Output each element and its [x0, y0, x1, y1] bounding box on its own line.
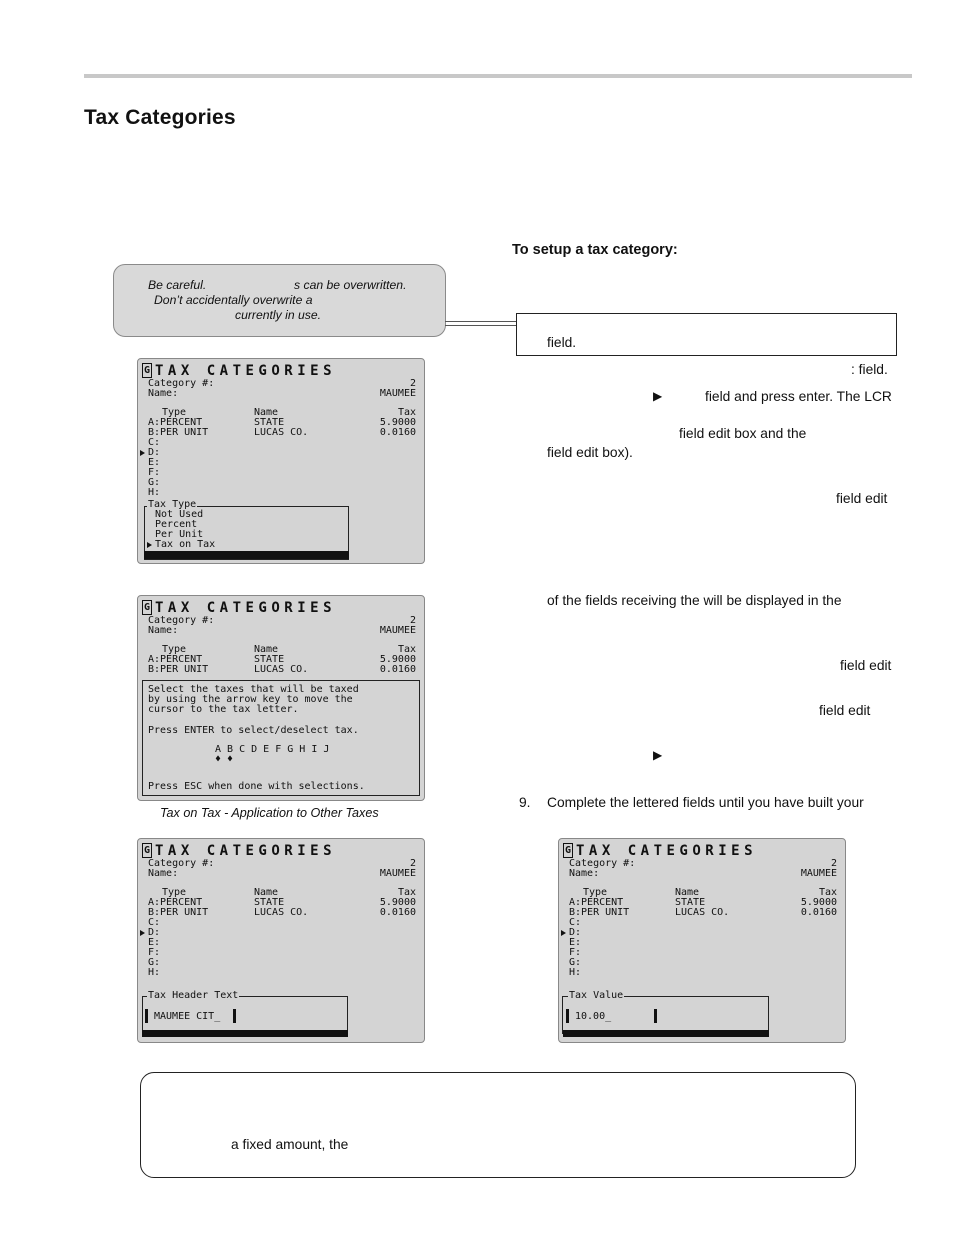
row-b-name: LUCAS CO. — [254, 907, 309, 918]
lcd-header: TAX CATEGORIES — [155, 363, 337, 379]
row-b-tax: 0.0160 — [379, 427, 416, 438]
category-label: Category #: — [148, 615, 215, 626]
row-g: G: — [569, 957, 582, 968]
step-text-7: field edit — [819, 703, 871, 718]
row-g: G: — [148, 477, 161, 488]
tax-type-option-percent[interactable]: Percent — [155, 519, 198, 530]
category-value: 2 — [409, 858, 416, 869]
row-b-type: B:PER UNIT — [148, 907, 209, 918]
lcd-tax-value-screen — [558, 838, 846, 1043]
lcd-header: TAX CATEGORIES — [155, 843, 337, 859]
caution-line-1b: s can be overwritten. — [294, 278, 407, 292]
row-f: F: — [569, 947, 582, 958]
arrow-right-icon: ▶ — [653, 389, 663, 403]
selection-marks: ♦ ♦ — [215, 754, 234, 765]
row-b-name: LUCAS CO. — [675, 907, 730, 918]
col-type: Type — [583, 887, 608, 898]
category-value: 2 — [409, 615, 416, 626]
tax-type-option-tax-on-tax[interactable]: Tax on Tax — [155, 539, 216, 550]
row-f: F: — [148, 467, 161, 478]
callout-connector-top — [445, 321, 517, 322]
instructions-line-1: Select the taxes that will be taxed — [148, 684, 359, 695]
tax-type-title: Tax Type — [148, 499, 197, 510]
g-icon: G — [143, 365, 151, 376]
step-text-1: field and press enter. The LCR — [705, 389, 892, 404]
step-9-number: 9. — [519, 795, 531, 810]
category-label: Category #: — [569, 858, 636, 869]
g-icon: G — [143, 845, 151, 856]
row-g: G: — [148, 957, 161, 968]
category-label: Category #: — [148, 378, 215, 389]
row-a-name: STATE — [254, 417, 285, 428]
col-name: Name — [254, 644, 279, 655]
row-d: D: — [569, 927, 582, 938]
row-e: E: — [148, 937, 161, 948]
row-a-tax: 5.9000 — [379, 417, 416, 428]
row-a-tax: 5.9000 — [800, 897, 837, 908]
step-field-label: field. — [547, 335, 577, 350]
caution-callout — [113, 264, 446, 337]
tax-letters[interactable]: A B C D E F G H I J — [215, 744, 330, 755]
lcd-select-taxes-screen — [137, 595, 425, 801]
lcd-tax-header-screen — [137, 838, 425, 1043]
cursor-bar-left — [145, 1009, 148, 1023]
caution-line-2: Don’t accidentally overwrite a — [154, 293, 313, 307]
row-h: H: — [148, 967, 161, 978]
col-name: Name — [254, 887, 279, 898]
row-a-tax: 5.9000 — [379, 897, 416, 908]
row-b-tax: 0.0160 — [379, 907, 416, 918]
name-value: MAUMEE — [379, 625, 416, 636]
col-name: Name — [675, 887, 700, 898]
setup-heading: To setup a tax category: — [512, 242, 678, 258]
lcd-tax-type-screen — [137, 358, 425, 564]
cursor-bar-left — [566, 1009, 569, 1023]
cursor-bar-right — [233, 1009, 236, 1023]
row-d: D: — [148, 447, 161, 458]
header-text-input[interactable]: MAUMEE CIT_ — [154, 1011, 221, 1022]
col-type: Type — [162, 407, 187, 418]
category-label: Category #: — [148, 858, 215, 869]
col-name: Name — [254, 407, 279, 418]
row-a-name: STATE — [254, 897, 285, 908]
row-c: C: — [569, 917, 582, 928]
row-b-tax: 0.0160 — [800, 907, 837, 918]
col-tax: Tax — [818, 887, 837, 898]
name-label: Name: — [569, 868, 600, 879]
step-text-5: of the fields receiving the will be displayed in the — [547, 593, 842, 608]
row-a-type: A:PERCENT — [148, 897, 203, 908]
col-tax: Tax — [397, 887, 416, 898]
tax-value-title: Tax Value — [569, 990, 624, 1001]
figure-caption: Tax on Tax - Application to Other Taxes — [160, 806, 379, 820]
tax-value-input[interactable]: 10.00_ — [575, 1011, 612, 1022]
bottom-bar — [142, 1030, 348, 1037]
step-9-text: Complete the lettered fields until you have built your — [547, 795, 864, 810]
row-pointer-icon — [561, 930, 566, 936]
bottom-bar — [563, 1030, 769, 1037]
instructions-line-4: Press ENTER to select/deselect tax. — [148, 725, 359, 736]
note-text: a fixed amount, the — [231, 1137, 349, 1152]
note-box — [140, 1072, 856, 1178]
instructions-line-3: cursor to the tax letter. — [148, 704, 299, 715]
row-b-type: B:PER UNIT — [148, 427, 209, 438]
g-icon: G — [564, 845, 572, 856]
col-type: Type — [162, 887, 187, 898]
row-c: C: — [148, 437, 161, 448]
instructions-line-5: Press ESC when done with selections. — [148, 781, 365, 792]
lcd-header: TAX CATEGORIES — [576, 843, 758, 859]
row-a-type: A:PERCENT — [148, 417, 203, 428]
arrow-right-icon: ▶ — [653, 748, 663, 762]
lcd-header: TAX CATEGORIES — [155, 600, 337, 616]
row-b-name: LUCAS CO. — [254, 664, 309, 675]
row-e: E: — [148, 457, 161, 468]
bottom-bar — [144, 551, 349, 559]
row-a-name: STATE — [254, 654, 285, 665]
caution-line-1a: Be careful. — [148, 278, 207, 292]
step-text-6: field edit — [840, 658, 892, 673]
row-a-type: A:PERCENT — [569, 897, 624, 908]
top-rule — [84, 74, 912, 78]
category-value: 2 — [830, 858, 837, 869]
instructions-line-2: by using the arrow key to move the — [148, 694, 353, 705]
name-label: Name: — [148, 388, 179, 399]
row-a-tax: 5.9000 — [379, 654, 416, 665]
category-value: 2 — [409, 378, 416, 389]
header-text-title: Tax Header Text — [148, 990, 239, 1001]
name-label: Name: — [148, 868, 179, 879]
row-pointer-icon — [140, 930, 145, 936]
cursor-bar-right — [654, 1009, 657, 1023]
row-b-type: B:PER UNIT — [148, 664, 209, 675]
row-b-name: LUCAS CO. — [254, 427, 309, 438]
row-c: C: — [148, 917, 161, 928]
page-title: Tax Categories — [84, 106, 236, 129]
row-b-tax: 0.0160 — [379, 664, 416, 675]
tax-type-option-not-used[interactable]: Not Used — [155, 509, 204, 520]
name-value: MAUMEE — [379, 388, 416, 399]
row-a-type: A:PERCENT — [148, 654, 203, 665]
col-tax: Tax — [397, 644, 416, 655]
name-label: Name: — [148, 625, 179, 636]
step-text-3: field edit box). — [547, 445, 633, 460]
caution-line-3: currently in use. — [235, 308, 322, 322]
row-h: H: — [148, 487, 161, 498]
row-f: F: — [148, 947, 161, 958]
name-field-text: : field. — [851, 362, 888, 377]
g-icon: G — [143, 602, 151, 613]
col-type: Type — [162, 644, 187, 655]
row-d: D: — [148, 927, 161, 938]
col-tax: Tax — [397, 407, 416, 418]
row-h: H: — [569, 967, 582, 978]
row-e: E: — [569, 937, 582, 948]
name-value: MAUMEE — [379, 868, 416, 879]
tax-type-option-per-unit[interactable]: Per Unit — [155, 529, 204, 540]
name-value: MAUMEE — [800, 868, 837, 879]
step-text-4: field edit — [836, 491, 888, 506]
row-b-type: B:PER UNIT — [569, 907, 630, 918]
step-text-2: field edit box and the — [679, 426, 807, 441]
callout-connector-bottom — [445, 325, 517, 326]
row-a-name: STATE — [675, 897, 706, 908]
row-pointer-icon — [140, 450, 145, 456]
option-pointer-icon — [147, 542, 152, 548]
